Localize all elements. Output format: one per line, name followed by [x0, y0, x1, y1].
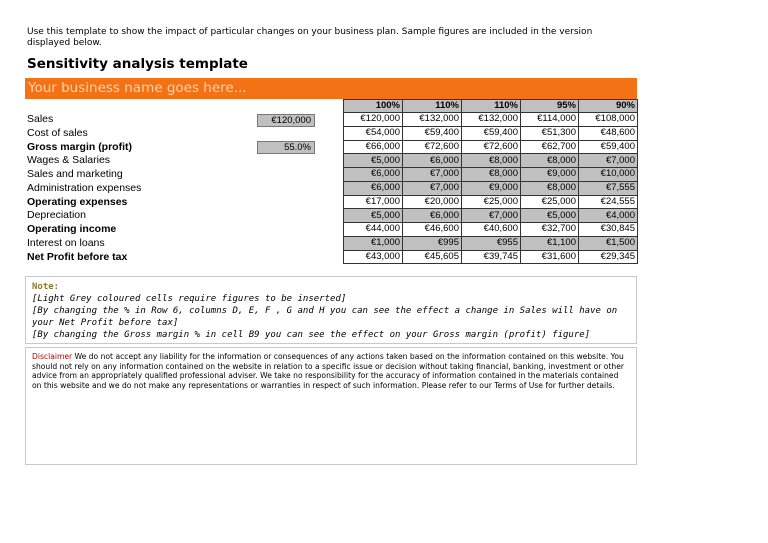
note-line: [By changing the Gross margin % in cell B9 you can see the effect on your Gross margin (profit) figure] — [32, 330, 591, 340]
row-label: Net Profit before tax — [27, 250, 128, 263]
value-cell[interactable]: €7,000 — [403, 181, 462, 195]
row-label: Operating income — [27, 223, 117, 235]
value-cell: €45,605 — [403, 250, 462, 264]
value-cell: €108,000 — [579, 113, 638, 127]
value-cell[interactable]: €8,000 — [462, 154, 521, 168]
value-cell: €114,000 — [521, 113, 579, 127]
row-label: Sales — [27, 113, 54, 125]
table-row — [344, 236, 638, 250]
value-cell: €24,555 — [579, 195, 638, 209]
value-cell: €51,300 — [521, 126, 579, 140]
percent-header-row — [344, 100, 638, 113]
value-cell: €72,600 — [403, 140, 462, 154]
value-cell: €32,700 — [521, 223, 579, 237]
value-cell[interactable]: €7,000 — [462, 209, 521, 223]
table-row — [344, 154, 638, 168]
value-cell: €29,345 — [579, 250, 638, 264]
row-label: Operating expenses — [27, 195, 128, 208]
row-label: Depreciation — [27, 209, 86, 222]
value-cell: €62,700 — [521, 140, 579, 154]
input-cell[interactable]: €120,000 — [257, 114, 315, 127]
value-cell[interactable]: €10,000 — [579, 168, 638, 182]
value-cell[interactable]: €1,500 — [579, 236, 638, 250]
value-cell[interactable]: €955 — [462, 236, 521, 250]
value-cell: €59,400 — [403, 126, 462, 140]
value-cell[interactable]: €7,000 — [403, 168, 462, 182]
value-cell[interactable]: €6,000 — [344, 181, 403, 195]
value-cell: €54,000 — [344, 126, 403, 140]
table-row — [344, 140, 638, 154]
value-cell: €25,000 — [462, 195, 521, 209]
table-row — [344, 181, 638, 195]
percent-cell[interactable]: 100% — [344, 100, 403, 113]
table-row — [344, 168, 638, 182]
value-cell: €40,600 — [462, 223, 521, 237]
table-row — [344, 126, 638, 140]
disclaimer-text: We do not accept any liability for the information or consequences of any actions taken based on the information contained on this website. You should not rely on any information contained on the website in relation to a specific issue or decision without taking financial, banking, investment or other advice from an appropriately qualified professional adviser. We take no responsibility for the accuracy of information contained in the materials contained on this website and we do not make any representations or warranties in respect of such information. Please refer to our Terms of Use for further details. — [32, 352, 624, 390]
value-cell: €44,000 — [344, 223, 403, 237]
percent-cell[interactable]: 110% — [462, 100, 521, 113]
value-cell[interactable]: €8,000 — [521, 181, 579, 195]
row-label: Sales and marketing — [27, 168, 123, 180]
value-cell[interactable]: €1,100 — [521, 236, 579, 250]
table-row — [344, 195, 638, 209]
value-cell[interactable]: €9,000 — [462, 181, 521, 195]
value-cell[interactable]: €4,000 — [579, 209, 638, 223]
row-label: Wages & Salaries — [27, 154, 111, 167]
disclaimer-label: Disclaimer — [32, 352, 73, 361]
value-cell: €30,845 — [579, 223, 638, 237]
value-cell[interactable]: €5,000 — [521, 209, 579, 223]
row-label: Administration expenses — [27, 181, 142, 194]
value-cell: €66,000 — [344, 140, 403, 154]
percent-cell[interactable]: 95% — [521, 100, 579, 113]
percent-cell[interactable]: 110% — [403, 100, 462, 113]
input-cell[interactable]: 55.0% — [257, 141, 315, 154]
value-cell: €120,000 — [344, 113, 403, 127]
value-cell[interactable]: €8,000 — [521, 154, 579, 168]
value-cell[interactable]: €5,000 — [344, 154, 403, 168]
business-name-banner[interactable]: Your business name goes here... — [25, 78, 637, 99]
value-cell[interactable]: €995 — [403, 236, 462, 250]
page-title: Sensitivity analysis template — [27, 56, 248, 72]
table-row — [344, 250, 638, 264]
note-box — [25, 276, 637, 344]
value-cell[interactable]: €6,000 — [403, 209, 462, 223]
value-cell[interactable]: €9,000 — [521, 168, 579, 182]
value-cell: €39,745 — [462, 250, 521, 264]
disclaimer-box — [25, 347, 637, 465]
sensitivity-table — [343, 99, 638, 264]
value-cell: €72,600 — [462, 140, 521, 154]
value-cell: €25,000 — [521, 195, 579, 209]
value-cell[interactable]: €1,000 — [344, 236, 403, 250]
value-cell: €132,000 — [462, 113, 521, 127]
value-cell[interactable]: €6,000 — [403, 154, 462, 168]
value-cell: €43,000 — [344, 250, 403, 264]
value-cell[interactable]: €7,555 — [579, 181, 638, 195]
value-cell: €59,400 — [462, 126, 521, 140]
value-cell: €59,400 — [579, 140, 638, 154]
row-label: Interest on loans — [27, 236, 105, 249]
note-label: Note: — [32, 282, 60, 292]
value-cell: €20,000 — [403, 195, 462, 209]
table-row — [344, 209, 638, 223]
value-cell: €46,600 — [403, 223, 462, 237]
value-cell: €17,000 — [344, 195, 403, 209]
value-cell[interactable]: €8,000 — [462, 168, 521, 182]
row-label: Cost of sales — [27, 126, 88, 139]
percent-cell[interactable]: 90% — [579, 100, 638, 113]
value-cell: €132,000 — [403, 113, 462, 127]
value-cell: €31,600 — [521, 250, 579, 264]
note-line: [Light Grey coloured cells require figures to be inserted] — [32, 294, 347, 304]
value-cell[interactable]: €6,000 — [344, 168, 403, 182]
intro-text: Use this template to show the impact of particular changes on your business plan. Sample figures are included in the version displayed below. — [27, 27, 593, 48]
table-row — [344, 113, 638, 127]
note-line: [By changing the % in Row 6, columns D, E, F , G and H you can see the effect a change in Sales will have on your Net Profit before tax] — [32, 306, 618, 328]
table-row — [344, 223, 638, 237]
row-labels — [27, 113, 247, 264]
value-cell: €48,600 — [579, 126, 638, 140]
row-label: Gross margin (profit) — [27, 140, 133, 153]
value-cell[interactable]: €7,000 — [579, 154, 638, 168]
value-cell[interactable]: €5,000 — [344, 209, 403, 223]
